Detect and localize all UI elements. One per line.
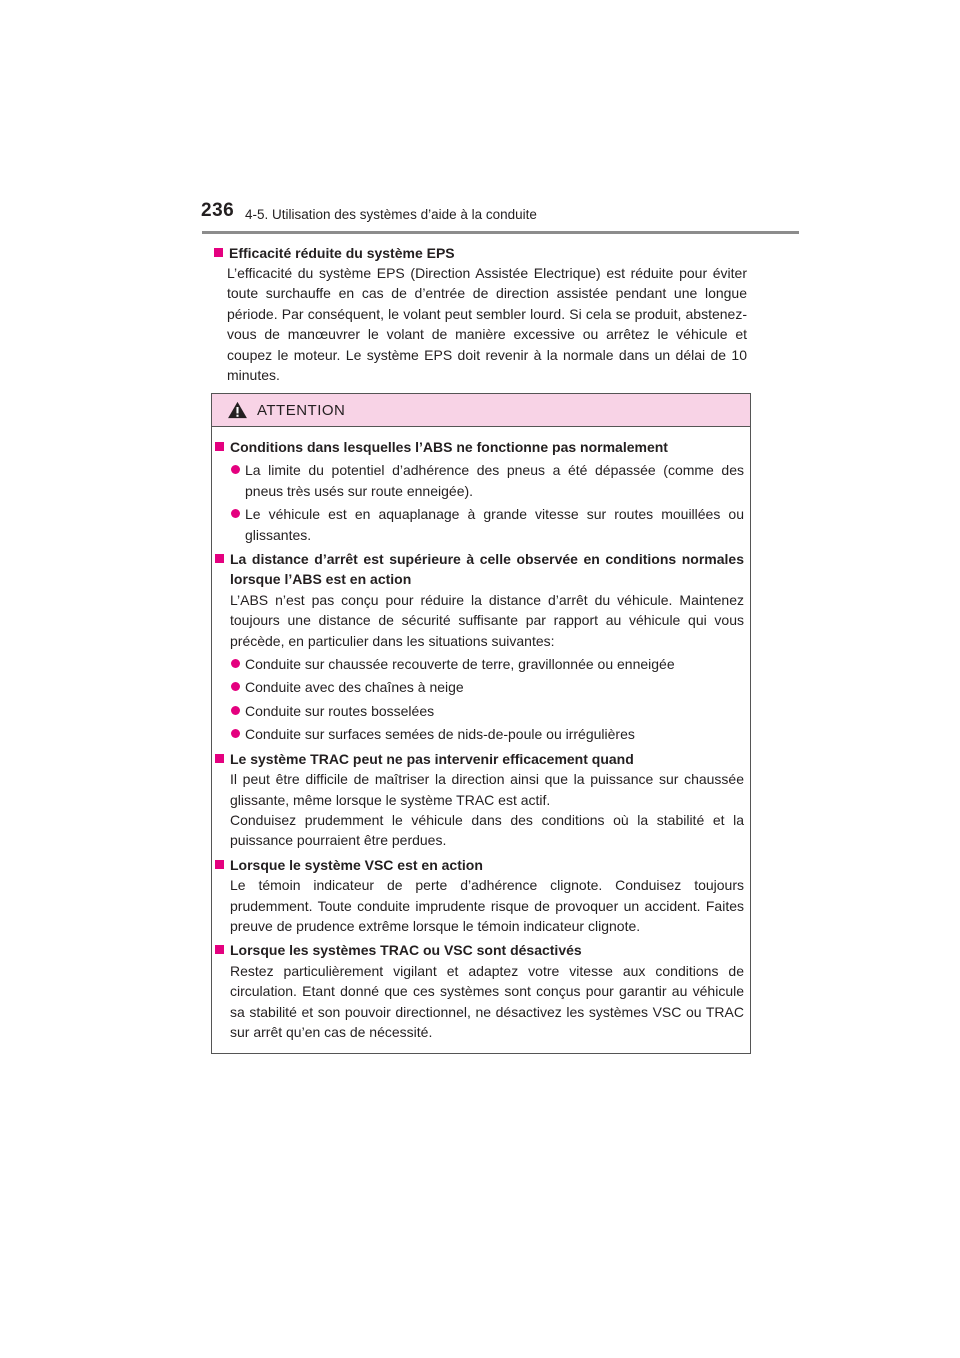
list-item: Le véhicule est en aquaplanage à grande vitesse sur routes mouillées ou glissantes. [230,504,744,545]
item-text: Il peut être difficile de maîtriser la direction ainsi que la puissance sur chaussée glissante, même lorsque le système TRAC est actif. [230,771,744,808]
square-bullet-icon [215,554,224,563]
attention-item-trac [215,749,744,851]
chapter-title: 4-5. Utilisation des systèmes d’aide à la conduite [245,207,537,222]
eps-section-text: L’efficacité du système EPS (Direction Assistée Electrique) est réduite pour éviter toute surchauffe en cas de d’entrée de direction assistée pendant une longue période. Par conséquent, le volant peut sembler lourd. Si cela se produit, abstenez-vous de manœuvrer le volant de manière excessive ou arrêtez le véhicule et coupez le moteur. Le système EPS doit revenir à la normale dans un délai de 10 minutes. [227,265,747,384]
circle-bullet-icon [231,509,240,518]
item-title: Conditions dans lesquelles l’ABS ne fonctionne pas normalement [215,437,744,457]
list-item: Conduite avec des chaînes à neige [230,677,744,697]
item-title: Le système TRAC peut ne pas intervenir efficacement quand [215,749,744,769]
circle-bullet-icon [231,682,240,691]
attention-header [212,394,750,427]
bullet-list [230,460,744,545]
item-title: La distance d’arrêt est supérieure à celle observée en conditions normales lorsque l’ABS est en action [215,549,744,590]
attention-body [212,427,750,1042]
list-item: Conduite sur routes bosselées [230,701,744,721]
attention-item-systems-disabled [215,940,744,1042]
circle-bullet-icon [231,465,240,474]
square-bullet-icon [215,754,224,763]
attention-item-abs [215,437,744,545]
eps-section [214,243,747,385]
eps-section-title: Efficacité réduite du système EPS [214,243,747,263]
square-bullet-icon [215,860,224,869]
list-item: Conduite sur surfaces semées de nids-de-poule ou irrégulières [230,724,744,744]
list-item: La limite du potentiel d’adhérence des pneus a été dépassée (comme des pneus très usés sur route enneigée). [230,460,744,501]
square-bullet-icon [215,945,224,954]
warning-triangle-icon [227,401,248,419]
circle-bullet-icon [231,706,240,715]
square-bullet-icon [214,248,223,257]
list-item: Conduite sur chaussée recouverte de terre, gravillonnée ou enneigée [230,654,744,674]
attention-item-vsc-active [215,855,744,937]
item-text: Le témoin indicateur de perte d’adhérence clignote. Conduisez toujours prudemment. Toute conduite imprudente risque de provoquer un accident. Faites preuve de prudence extrême lorsque le témoin indicateur clignote. [230,877,744,934]
page-number: 236 [201,200,235,221]
attention-label: ATTENTION [257,401,346,419]
circle-bullet-icon [231,729,240,738]
attention-box [211,393,751,1054]
circle-bullet-icon [231,659,240,668]
item-title: Lorsque les systèmes TRAC ou VSC sont désactivés [215,940,744,960]
item-text: Conduisez prudemment le véhicule dans des conditions où la stabilité et la puissance pourraient être perdues. [230,811,744,849]
item-title: Lorsque le système VSC est en action [215,855,744,875]
square-bullet-icon [215,442,224,451]
item-text: Restez particulièrement vigilant et adaptez votre vitesse aux conditions de circulation. Etant donné que ces systèmes sont conçus pour garantir au véhicule sa stabilité et son pouvoir directionnel, ne désactivez les systèmes VSC ou TRAC sur arrêt qu’en cas de nécessité. [230,962,744,1040]
header-rule [202,231,799,234]
item-text: L’ABS n’est pas conçu pour réduire la distance d’arrêt du véhicule. Maintenez toujours une distance de sécurité suffisante par rapport au véhicule qui vous précède, en particulier dans les situations suivantes: [230,591,744,649]
bullet-list [230,654,744,745]
attention-item-braking-distance [215,549,744,745]
